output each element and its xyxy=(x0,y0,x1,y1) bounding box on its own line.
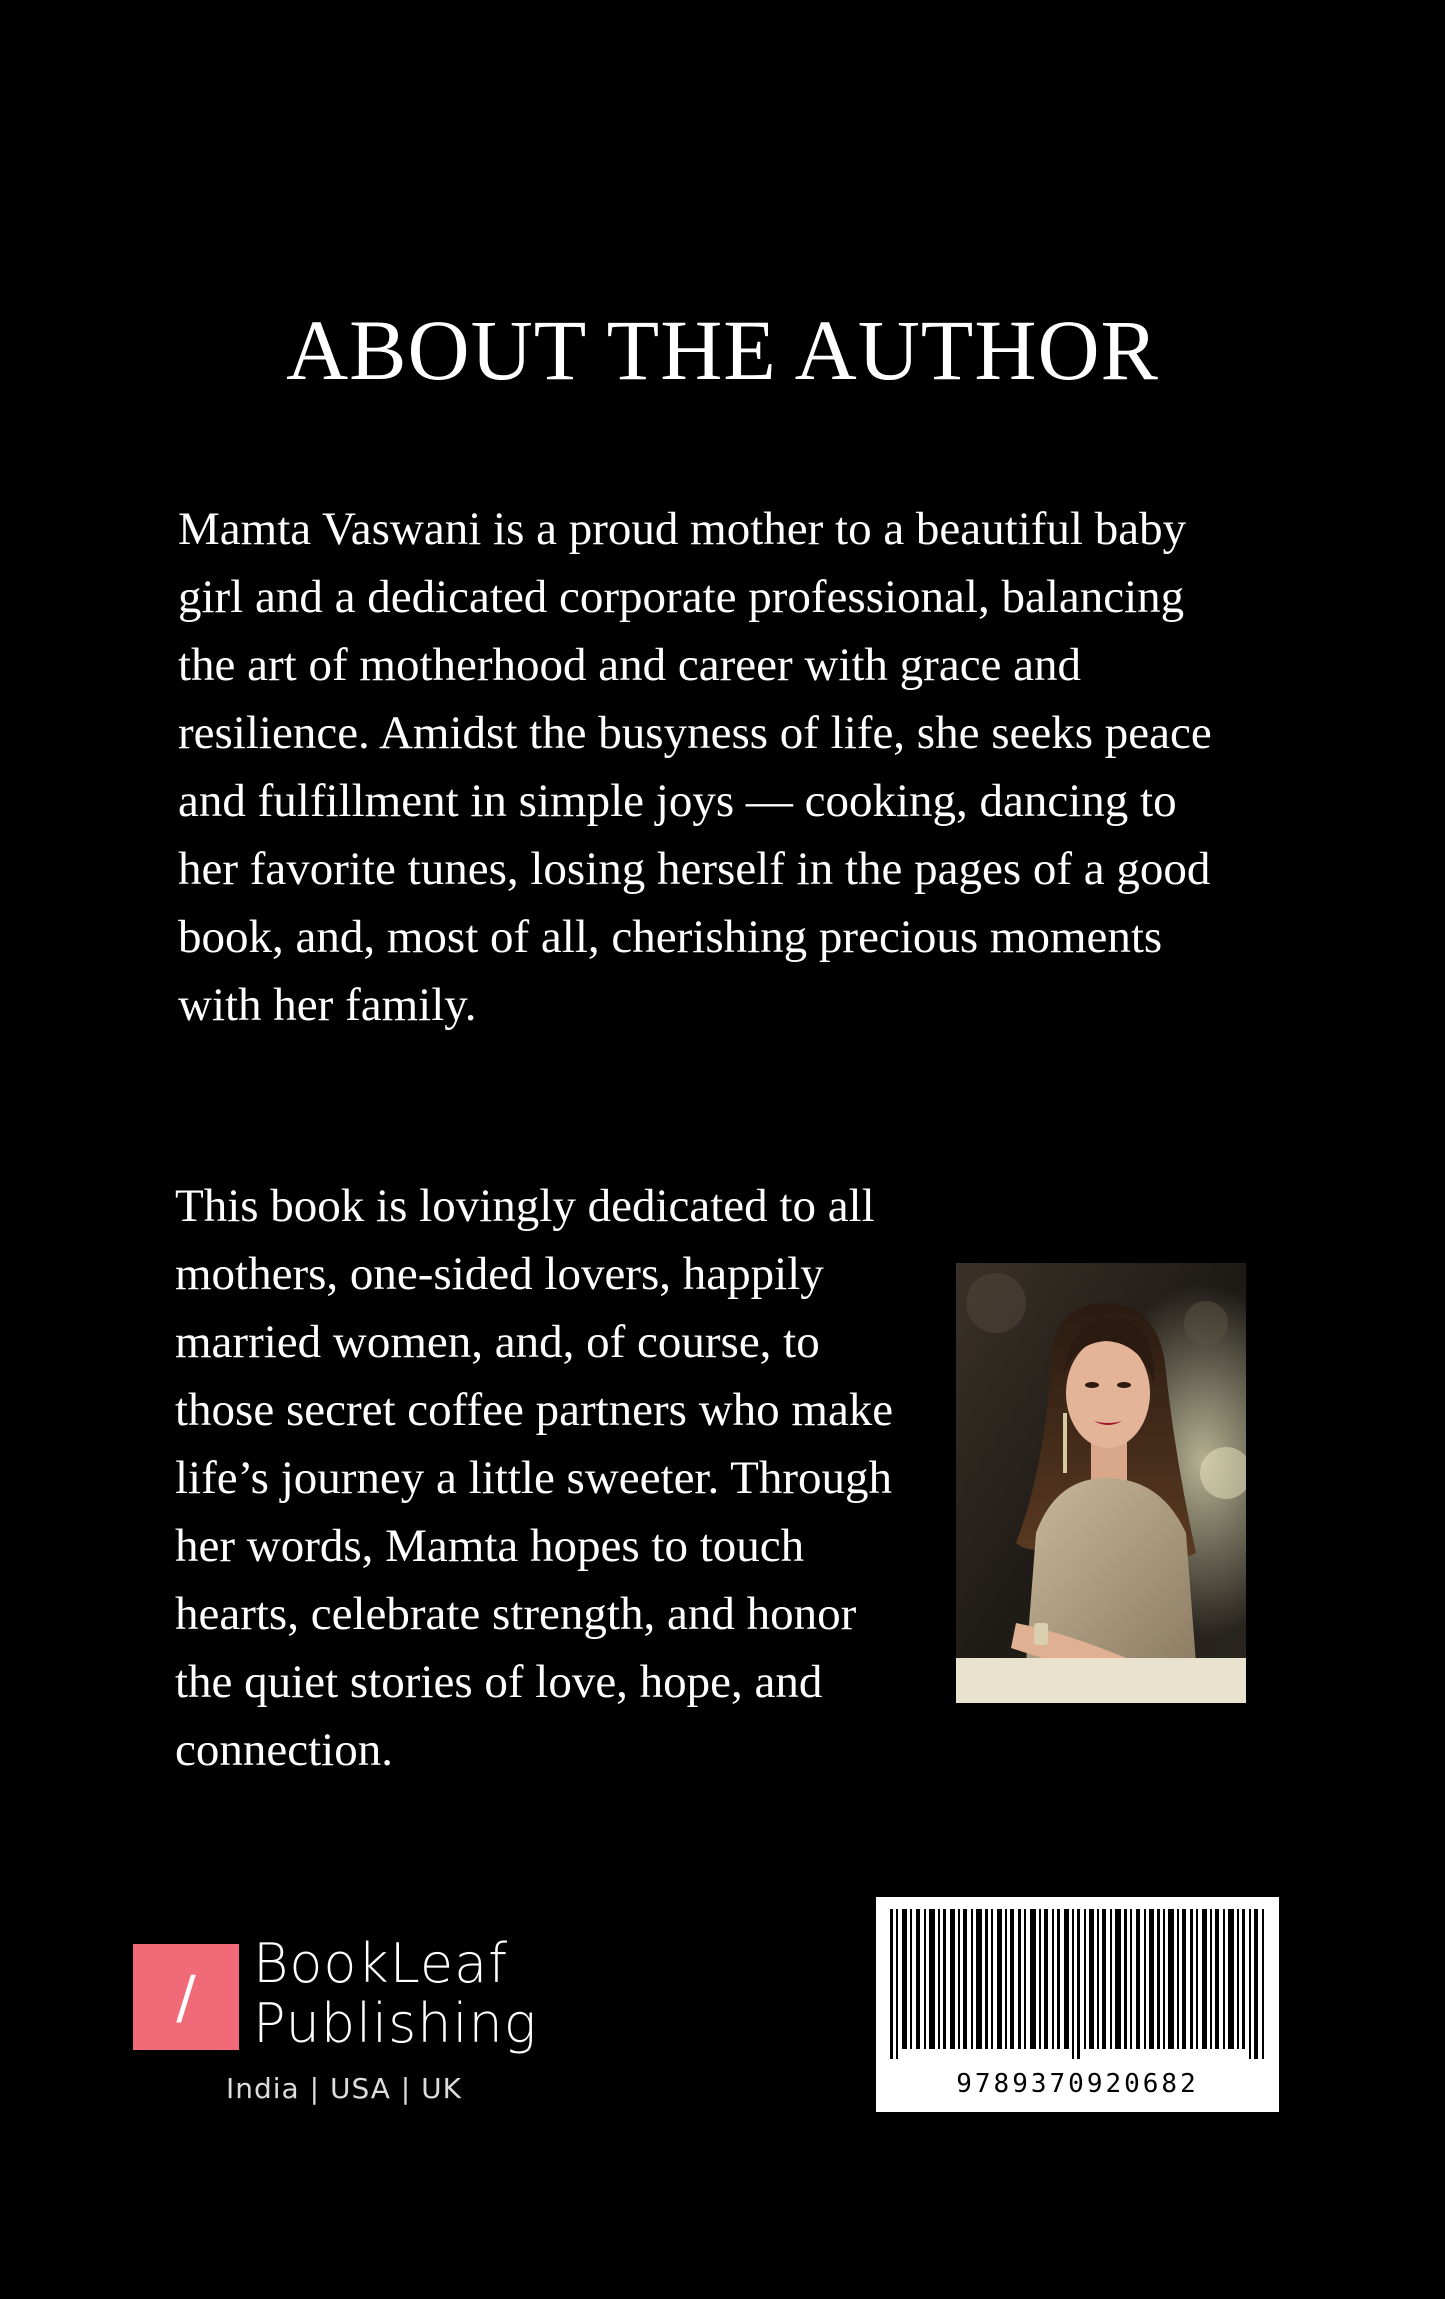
author-bio-paragraph: Mamta Vaswani is a proud mother to a beautiful baby girl and a dedicated corporate professional, balancing the art of motherhood and career with grace and resilience. Amidst the busyness of life, she seeks peace and fulfillment in simple joys — cooking, dancing to her favorite tunes, losing herself in the pages of a good book, and, most of all, cherishing precious moments with her family. xyxy=(178,503,1212,1031)
publisher-regions: India | USA | UK xyxy=(226,2072,462,2105)
publisher-slash-glyph: / xyxy=(176,1963,196,2031)
publisher-name-line1: BookLeaf xyxy=(253,1932,509,1995)
publisher-logo xyxy=(133,1932,553,2110)
barcode-bars xyxy=(876,1897,1279,2067)
publisher-mark-icon xyxy=(133,1944,239,2050)
author-photo xyxy=(956,1263,1246,1703)
section-title: ABOUT THE AUTHOR xyxy=(286,302,1159,398)
isbn-number: 9789370920682 xyxy=(956,2069,1199,2099)
dedication-paragraph: This book is lovingly dedicated to all mothers, one-sided lovers, happily married women, and, of course, to those secret coffee partners who make life’s journey a little sweeter. Through her words, Mamta hopes to touch hearts, celebrate strength, and honor the quiet stories of love, hope, and connection. xyxy=(175,1180,894,1776)
publisher-name xyxy=(253,1934,537,2054)
isbn-barcode xyxy=(876,1897,1279,2112)
publisher-name-line2: Publishing xyxy=(253,1992,538,2055)
